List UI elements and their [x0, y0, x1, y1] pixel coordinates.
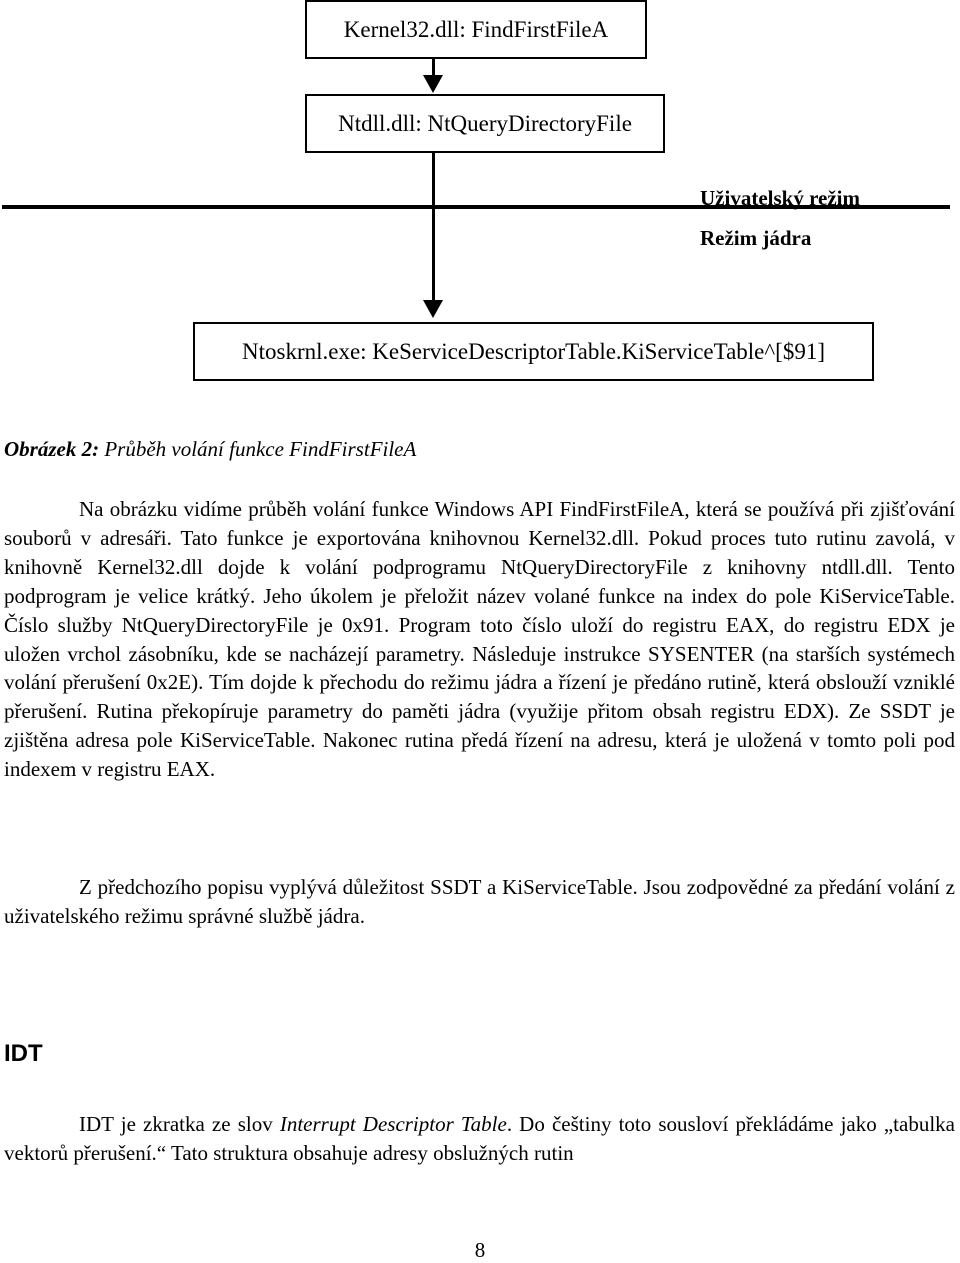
caption-label: Obrázek 2: — [4, 437, 100, 461]
kernel32-findfirstfilea-box: Kernel32.dll: FindFirstFileA — [305, 0, 647, 59]
paragraph3-text-1: IDT je zkratka ze slov — [79, 1112, 280, 1136]
body-paragraph-2: Z předchozího popisu vyplývá důležitost SSDT a KiServiceTable. Jsou zodpovědné za předání volání z uživatelského režimu správné službě jádra. — [4, 875, 955, 928]
figure-caption — [4, 437, 416, 462]
body-paragraph-1: Na obrázku vidíme průběh volání funkce Windows API FindFirstFileA, která se používá při zjišťování souborů v adresáři. Tato funkce je exportována knihovnou Kernel32.dll. Pokud proces tuto rutinu zavolá, v knihovně Kernel32.dll dojde k volání podprogramu NtQueryDirectoryFile z knihovny ntdll.dll. Tento podprogram je velice krátký. Jeho úkolem je přeložit název volané funkce na index do pole KiServiceTable. Číslo služby NtQueryDirectoryFile je 0x91. Program toto číslo uloží do registru EAX, do registru EDX je uložen vrchol zásobníku, kde se nacházejí parametry. Následuje instrukce SYSENTER (na starších systémech volání přerušení 0x2E). Tím dojde k přechodu do režimu jádra a řízení je předáno rutině, která obslouží vzniklé přerušení. Rutina překopíruje parametry do paměti jádra (využije přitom obsah registru EDX). Ze SSDT je zjištěna adresa pole KiServiceTable. Nakonec rutina předá řízení na adresu, která je uložená v tomto poli pod indexem v registru EAX. — [4, 497, 955, 782]
user-mode-label: Uživatelský režim — [700, 186, 860, 210]
paragraph3-italic-term: Interrupt Descriptor Table — [279, 1112, 507, 1136]
kernel-mode-label: Režim jádra — [700, 226, 812, 250]
section-heading-idt: IDT — [4, 1040, 43, 1067]
page-number: 8 — [474, 1238, 486, 1262]
arrow-down-icon — [423, 300, 443, 318]
ntoskrnl-servicetable-box: Ntoskrnl.exe: KeServiceDescriptorTable.KiServiceTable^[$91] — [193, 322, 874, 381]
caption-text: Průběh volání funkce FindFirstFileA — [99, 437, 417, 461]
ntdll-ntquerydirectoryfile-box: Ntdll.dll: NtQueryDirectoryFile — [305, 94, 665, 153]
connector-line-2 — [432, 153, 435, 303]
body-paragraph-3 — [4, 1110, 955, 1168]
arrow-down-icon — [423, 75, 443, 93]
paragraph3-text-2: . Do češtiny toto sousloví překládáme jako „tabulka vektorů přerušení.“ Tato struktura obsahuje adresy obslužných rutin — [4, 1112, 955, 1165]
